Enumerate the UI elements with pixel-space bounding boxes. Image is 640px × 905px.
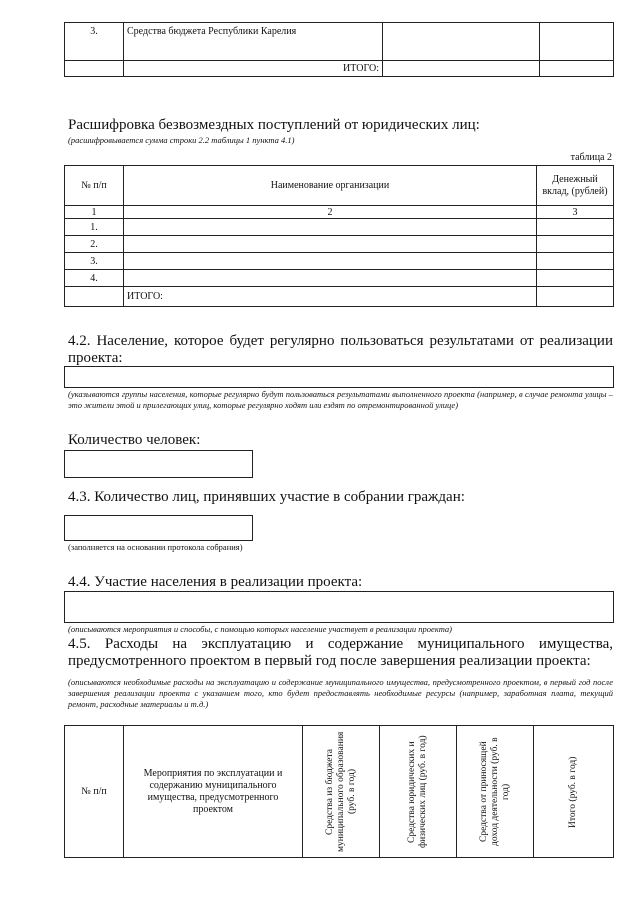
table-2-label: таблица 2	[570, 152, 612, 163]
exp-header-municipal	[303, 726, 380, 858]
section-4-3-note: (заполняется на основании протокола собрания)	[68, 542, 243, 552]
meeting-participants-input[interactable]	[64, 515, 253, 541]
donations-table	[64, 165, 614, 307]
row-org	[124, 236, 537, 253]
population-participation-input[interactable]	[64, 591, 614, 623]
row-org	[124, 270, 537, 287]
header-org: Наименование организации	[124, 166, 537, 206]
row-num: 4.	[65, 270, 124, 287]
section-4-5-heading: 4.5. Расходы на эксплуатацию и содержание муниципального имущества, предусмотренного проектом в первый год после завершения реализации проекта:	[68, 636, 613, 669]
section-4-2-heading: 4.2. Население, которое будет регулярно пользоваться результатами от реализации проекта:	[68, 333, 613, 366]
col-number: 1	[65, 206, 124, 219]
header-amount: Денежный вклад, (рублей)	[537, 166, 614, 206]
exp-header-legal-text: Средства юридических и физических лиц (руб. в год)	[407, 735, 428, 848]
population-input[interactable]	[64, 366, 614, 388]
donations-total-value	[537, 287, 614, 307]
row-org	[124, 219, 537, 236]
section-4-4-note: (описываются мероприятия и способы, с помощью которых население участвует в реализации проекта)	[68, 624, 453, 634]
col-number: 2	[124, 206, 537, 219]
section-4-3-heading: 4.3. Количество лиц, принявших участие в собрании граждан:	[68, 489, 465, 505]
section-4-2-note: (указываются группы населения, которые регулярно будут пользоваться результатами выполненного проекта (например, в случае ремонта улицы – это жители этой и прилегающих улиц, которые регулярно ходят или ездят по отремонтированной улице)	[68, 389, 613, 410]
people-count-input[interactable]	[64, 450, 253, 478]
row-amount	[537, 219, 614, 236]
row-num: 1.	[65, 219, 124, 236]
exp-header-income	[457, 726, 534, 858]
row-amount	[537, 270, 614, 287]
row-num: 3.	[65, 253, 124, 270]
exp-header-total-text: Итого (руб. в год)	[568, 755, 578, 828]
exp-header-num: № п/п	[65, 726, 124, 858]
top-total-value	[383, 61, 540, 77]
top-row-extra	[540, 23, 614, 61]
expenses-table	[64, 725, 614, 858]
top-total-label: ИТОГО:	[124, 61, 383, 77]
exp-header-income-text: Средства от приносящей доход деятельности (руб. в год)	[478, 737, 511, 846]
exp-header-legal	[380, 726, 457, 858]
top-table	[64, 22, 614, 77]
table-row	[65, 236, 614, 253]
top-row-value	[383, 23, 540, 61]
row-amount	[537, 253, 614, 270]
exp-header-activities: Мероприятия по эксплуатации и содержанию муниципального имущества, предусмотренного проектом	[124, 726, 303, 858]
section-4-5-note: (описываются необходимые расходы на эксплуатацию и содержание муниципального имущества, предусмотренного проектом, в первый год после завершения реализации проекта с указанием того, кто будет предоставлять необходимые ресурсы (например, заработная плата, текущий ремонт, расходные материалы и т.д.)	[68, 677, 613, 709]
people-count-label: Количество человек:	[68, 432, 201, 448]
exp-header-municipal-text: Средства из бюджета муниципального образования (руб. в год)	[324, 731, 357, 852]
exp-header-total	[534, 726, 614, 858]
top-row-label: Средства бюджета Республики Карелия	[124, 23, 383, 61]
donations-title: Расшифровка безвозмездных поступлений от юридических лиц:	[68, 117, 480, 133]
row-org	[124, 253, 537, 270]
table-row	[65, 219, 614, 236]
top-total-blank	[65, 61, 124, 77]
header-num: № п/п	[65, 166, 124, 206]
donations-total-label: ИТОГО:	[124, 287, 537, 307]
donations-subtitle: (расшифровывается сумма строки 2.2 таблицы 1 пункта 4.1)	[68, 135, 295, 145]
table-row	[65, 253, 614, 270]
top-row-num: 3.	[65, 23, 124, 61]
section-4-4-heading: 4.4. Участие населения в реализации проекта:	[68, 574, 363, 590]
row-num: 2.	[65, 236, 124, 253]
row-amount	[537, 236, 614, 253]
col-number: 3	[537, 206, 614, 219]
table-row	[65, 270, 614, 287]
total-blank	[65, 287, 124, 307]
top-total-extra	[540, 61, 614, 77]
